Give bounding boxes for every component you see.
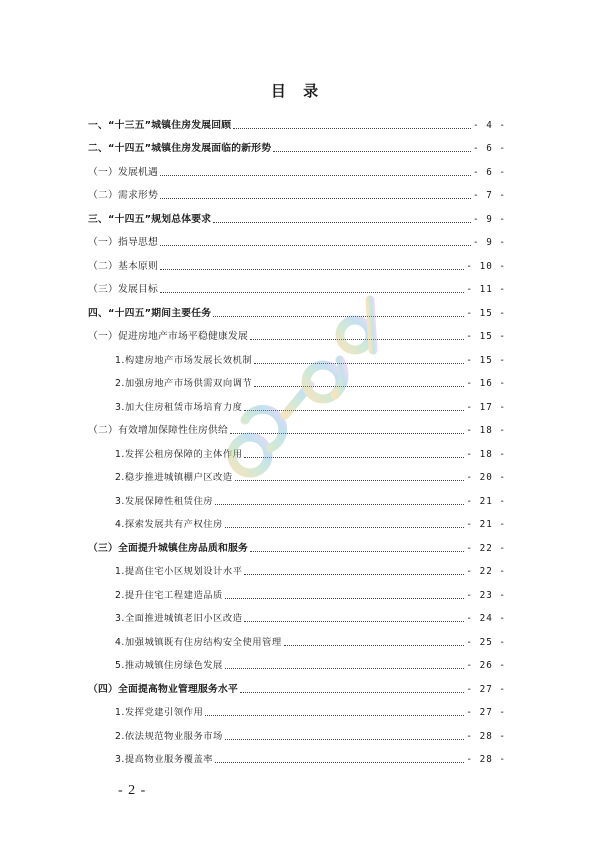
toc-entry-label: （一）指导思想 <box>88 237 158 248</box>
toc-entry[interactable] <box>88 531 506 555</box>
toc-entry-page: - 27 - <box>466 707 506 718</box>
toc-dot-leader <box>215 504 464 505</box>
toc-entry[interactable] <box>88 602 506 626</box>
toc-entry[interactable] <box>88 719 506 743</box>
toc-dot-leader <box>244 457 464 458</box>
toc-entry-label: （二）基本原则 <box>88 260 158 272</box>
toc-entry[interactable] <box>88 625 506 649</box>
toc-dot-leader <box>213 316 464 317</box>
toc-dot-leader <box>250 551 464 552</box>
toc-entry-page: - 21 - <box>466 519 506 530</box>
toc-entry-label: （三）发展目标 <box>88 284 158 295</box>
toc-entry-label: 2.依法规范物业服务市场 <box>115 730 223 742</box>
toc-dot-leader <box>254 386 464 387</box>
toc-entry[interactable] <box>88 461 506 485</box>
toc-entry[interactable] <box>88 672 506 696</box>
toc-entry-page: - 27 - <box>466 683 506 695</box>
toc-entry-page: - 22 - <box>466 566 506 577</box>
toc-entry-page: - 11 - <box>466 284 506 295</box>
toc-entry[interactable] <box>88 414 506 438</box>
toc-entry-page: - 7 - <box>473 190 506 201</box>
toc-entry[interactable] <box>88 390 506 414</box>
toc-dot-leader <box>235 480 465 481</box>
toc-entry[interactable] <box>88 743 506 767</box>
toc-dot-leader <box>160 175 471 176</box>
toc-entry[interactable] <box>88 155 506 179</box>
toc-dot-leader <box>160 292 464 293</box>
toc-dot-leader <box>160 269 464 270</box>
toc-entry-label: （四）全面提高物业管理服务水平 <box>88 683 238 695</box>
toc-entry-label: 1.构建房地产市场发展长效机制 <box>115 354 253 366</box>
toc-entry-label: 5.推动城镇住房绿色发展 <box>115 660 223 671</box>
toc-entry-label: 2.加强房地产市场供需双向调节 <box>115 378 253 389</box>
toc-entry-page: - 6 - <box>473 166 506 178</box>
toc-entry-page: - 18 - <box>466 425 506 436</box>
toc-entry-page: - 17 - <box>466 401 506 413</box>
toc-dot-leader <box>244 621 464 622</box>
toc-entry[interactable] <box>88 578 506 602</box>
toc-entry[interactable] <box>88 484 506 508</box>
toc-dot-leader <box>160 198 471 199</box>
toc-entry-page: - 4 - <box>473 119 506 131</box>
toc-dot-leader <box>215 762 464 763</box>
toc-entry-label: 2.稳步推进城镇棚户区改造 <box>115 472 233 483</box>
toc-entry-page: - 15 - <box>466 331 506 342</box>
toc-entry-label: 3.全面推进城镇老旧小区改造 <box>115 613 243 624</box>
toc-entry-label: 4.探索发展共有产权住房 <box>115 519 223 530</box>
toc-entry-page: - 15 - <box>466 307 506 319</box>
toc-entry[interactable] <box>88 508 506 532</box>
toc-dot-leader <box>244 410 464 411</box>
toc-dot-leader <box>273 151 471 152</box>
toc-entry-label: 3.加大住房租赁市场培育力度 <box>115 401 243 413</box>
toc-entry-label: 二、“十四五”城镇住房发展面临的新形势 <box>88 143 272 154</box>
toc-entry[interactable] <box>88 555 506 579</box>
toc-dot-leader <box>244 574 464 575</box>
toc-entry-page: - 15 - <box>466 354 506 366</box>
toc-dot-leader <box>205 715 464 716</box>
toc-entry-page: - 16 - <box>466 378 506 389</box>
toc-entry-page: - 25 - <box>466 636 506 648</box>
toc-entry-page: - 28 - <box>466 754 506 765</box>
toc-dot-leader <box>160 245 471 246</box>
toc-entry-label: （二）需求形势 <box>88 190 158 201</box>
toc-entry[interactable] <box>88 296 506 320</box>
toc-entry-label: 1.提高住宅小区规划设计水平 <box>115 566 243 577</box>
toc-dot-leader <box>254 363 464 364</box>
toc-dot-leader <box>233 128 471 129</box>
toc-dot-leader <box>225 739 465 740</box>
toc-entry[interactable] <box>88 249 506 273</box>
toc-dot-leader <box>284 645 465 646</box>
page-number: - 2 - <box>118 783 147 798</box>
toc-entry-page: - 18 - <box>466 448 506 460</box>
toc-entry[interactable] <box>88 202 506 226</box>
toc-entry-page: - 24 - <box>466 613 506 624</box>
toc-entry-page: - 9 - <box>473 213 506 225</box>
toc-dot-leader <box>240 692 464 693</box>
toc-entry[interactable] <box>88 649 506 673</box>
toc-dot-leader <box>230 433 464 434</box>
toc-dot-leader <box>250 339 464 340</box>
toc-entry-label: 三、“十四五”规划总体要求 <box>88 213 212 225</box>
toc-dot-leader <box>225 598 465 599</box>
toc-entry[interactable] <box>88 179 506 203</box>
toc-entry-label: （三）全面提升城镇住房品质和服务 <box>88 542 248 554</box>
toc-entry-page: - 22 - <box>466 542 506 554</box>
toc-entry[interactable] <box>88 320 506 344</box>
toc-entry-page: - 9 - <box>473 237 506 248</box>
table-of-contents <box>88 108 506 766</box>
toc-entry-label: 1.发挥公租房保障的主体作用 <box>115 448 243 460</box>
toc-entry[interactable] <box>88 343 506 367</box>
toc-entry[interactable] <box>88 696 506 720</box>
toc-entry-page: - 20 - <box>466 472 506 483</box>
toc-entry-label: 一、“十三五”城镇住房发展回顾 <box>88 119 232 131</box>
toc-entry-label: （一）促进房地产市场平稳健康发展 <box>88 331 248 342</box>
toc-entry-label: 四、“十四五”期间主要任务 <box>88 307 212 319</box>
toc-entry-label: 2.提升住宅工程建造品质 <box>115 589 223 601</box>
toc-entry-page: - 10 - <box>466 260 506 272</box>
toc-entry[interactable] <box>88 367 506 391</box>
toc-dot-leader <box>225 668 465 669</box>
toc-entry[interactable] <box>88 132 506 156</box>
toc-dot-leader <box>225 527 465 528</box>
toc-entry-page: - 23 - <box>466 589 506 601</box>
toc-entry-label: 1.发挥党建引领作用 <box>115 707 204 718</box>
toc-entry-page: - 28 - <box>466 730 506 742</box>
toc-entry[interactable] <box>88 437 506 461</box>
page-title: 目 录 <box>270 82 325 100</box>
toc-entry-page: - 21 - <box>466 495 506 507</box>
toc-entry[interactable] <box>88 273 506 297</box>
toc-entry-label: （一）发展机遇 <box>88 166 158 178</box>
toc-entry-page: - 26 - <box>466 660 506 671</box>
toc-entry-label: 3.发展保障性租赁住房 <box>115 495 214 507</box>
toc-entry[interactable] <box>88 226 506 250</box>
toc-entry-label: （二）有效增加保障性住房供给 <box>88 425 228 436</box>
toc-entry-label: 4.加强城镇既有住房结构安全使用管理 <box>115 636 282 648</box>
toc-entry-label: 3.提高物业服务覆盖率 <box>115 754 214 765</box>
toc-entry-page: - 6 - <box>473 143 506 154</box>
toc-entry[interactable] <box>88 108 506 132</box>
toc-dot-leader <box>213 222 471 223</box>
